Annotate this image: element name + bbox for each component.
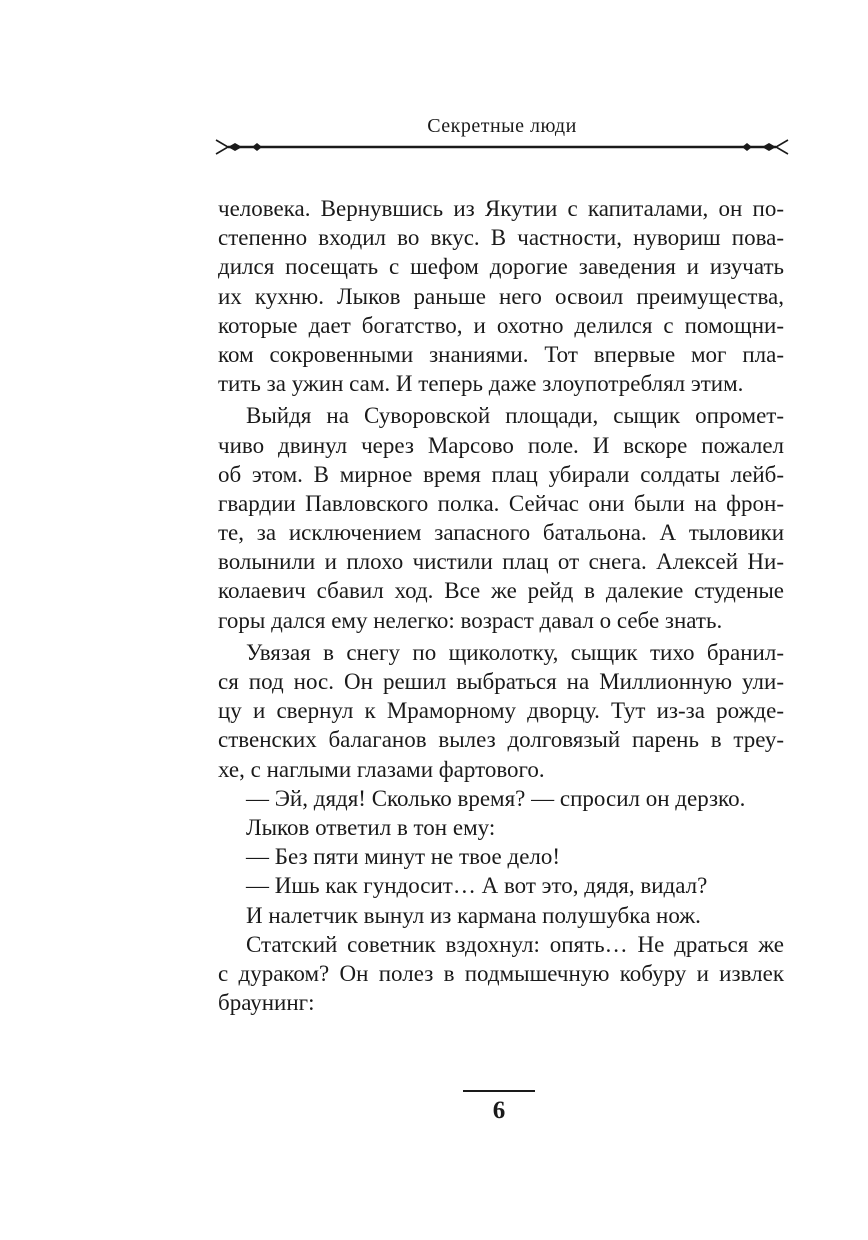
text-line: браунинг: xyxy=(218,990,315,1016)
text-line: об этом. В мирное время плац убирали солдаты лейб- xyxy=(218,461,784,487)
text-line: волынили и плохо чистили плац от снега. Алексей Ни- xyxy=(218,549,784,575)
text-line: чиво двинул через Марсово поле. И вскоре пожалел xyxy=(218,432,784,458)
text-line: ственских балаганов вылез долговязый парень в треу- xyxy=(218,727,784,753)
text-line: которые дает богатство, и охотно делился с помощни- xyxy=(218,312,784,338)
header-ornament-rule xyxy=(214,136,790,158)
page-number: 6 xyxy=(492,1097,506,1124)
text-line: ся под нос. Он решил выбраться на Миллионную ули- xyxy=(218,669,784,694)
text-line: с дураком? Он полез в подмышечную кобуру и извлек xyxy=(218,960,784,986)
text-line: Лыков ответил в тон ему: xyxy=(246,814,496,840)
running-title: Секретные люди xyxy=(427,115,577,137)
text-line: их кухню. Лыков раньше него освоил преимущества, xyxy=(218,283,784,309)
text-line: Статский советник вздохнул: опять… Не драться же xyxy=(246,931,784,957)
text-line: хе, с наглыми глазами фартового. xyxy=(218,756,545,782)
text-line: — Эй, дядя! Сколько время? — спросил он дерзко. xyxy=(246,785,746,811)
text-line: И налетчик вынул из кармана полушубка нож. xyxy=(246,902,701,928)
text-line: тить за ужин сам. И теперь даже злоупотреблял этим. xyxy=(218,371,744,397)
text-line: Увязая в снегу по щиколотку, сыщик тихо бранил- xyxy=(246,639,784,665)
text-line: степенно входил во вкус. В частности, нувориш пова- xyxy=(218,225,784,251)
text-line: гвардии Павловского полка. Сейчас они были на фрон- xyxy=(218,490,784,516)
page-number-rule xyxy=(463,1090,535,1092)
text-line: цу и свернул к Мраморному дворцу. Тут из-за рожде- xyxy=(218,698,784,724)
text-line: — Без пяти минут не твое дело! xyxy=(246,844,561,870)
text-line: ком сокровенными знаниями. Тот впервые мог пла- xyxy=(218,341,784,367)
text-line: — Ишь как гундосит… А вот это, дядя, видал? xyxy=(246,873,708,899)
text-line: человека. Вернувшись из Якутии с капиталами, он по- xyxy=(218,196,784,221)
text-line: те, за исключением запасного батальона. А тыловики xyxy=(218,520,784,546)
text-line: горы дался ему нелегко: возраст давал о себе знать. xyxy=(218,607,723,633)
text-line: Выйдя на Суворовской площади, сыщик опромет- xyxy=(246,403,784,429)
text-line: колаевич сбавил ход. Все же рейд в далекие студеные xyxy=(218,578,784,604)
text-line: дился посещать с шефом дорогие заведения и изучать xyxy=(218,254,784,280)
body-text xyxy=(218,194,784,1017)
